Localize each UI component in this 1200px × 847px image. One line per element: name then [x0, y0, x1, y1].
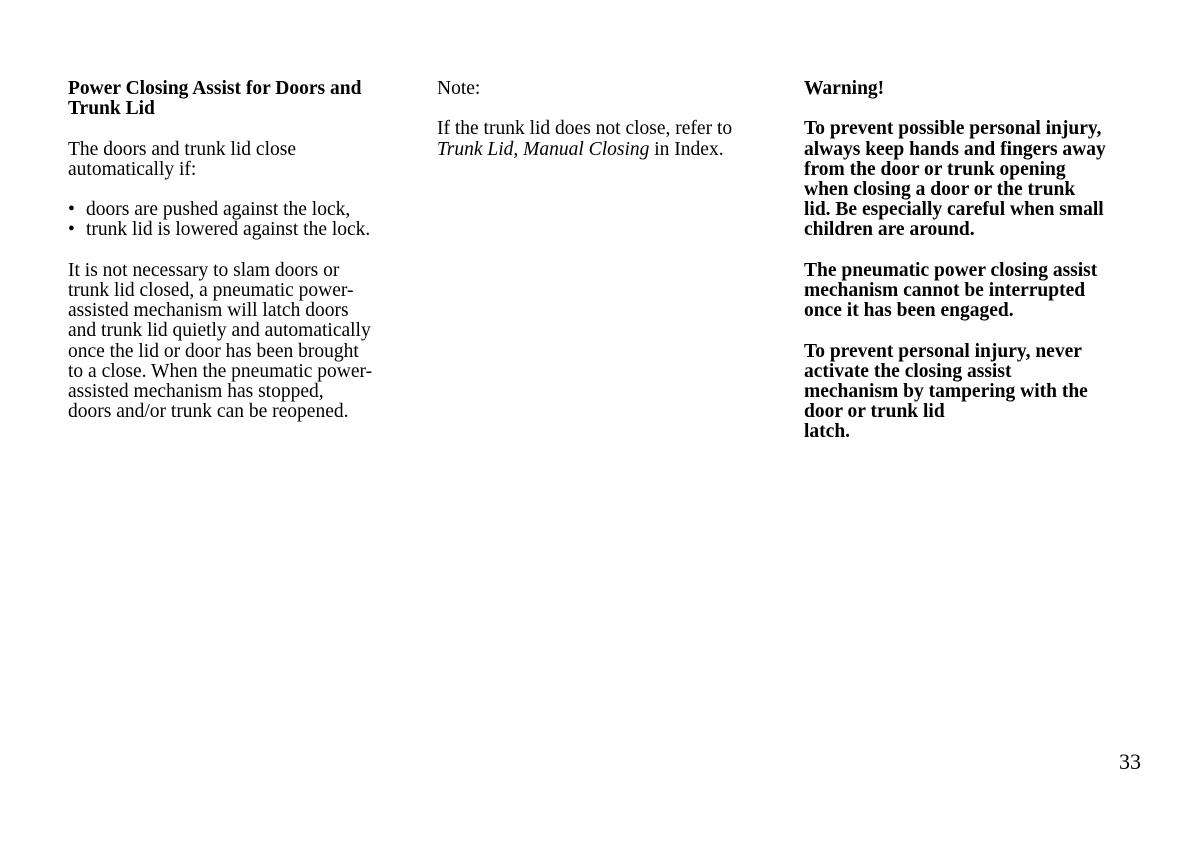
heading-line: Trunk Lid	[68, 98, 155, 120]
intro-line: The doors and trunk lid close	[68, 138, 296, 160]
intro-line: automatically if:	[68, 158, 197, 180]
warning-line: To prevent possible personal injury,	[804, 118, 1102, 140]
warning-paragraph-2	[804, 261, 1144, 322]
section-heading	[68, 79, 408, 119]
note-suffix: in Index.	[649, 138, 724, 160]
bullet-text: trunk lid is lowered against the lock.	[86, 219, 371, 241]
body-line: doors and/or trunk can be reopened.	[68, 401, 349, 423]
body-line: trunk lid closed, a pneumatic power-	[68, 279, 354, 301]
warning-line: always keep hands and fingers away	[804, 138, 1106, 160]
left-column	[68, 79, 408, 422]
warning-paragraph-3	[804, 342, 1144, 443]
intro-paragraph	[68, 140, 408, 180]
body-line: assisted mechanism has stopped,	[68, 381, 324, 402]
warning-line: To prevent personal injury, never	[804, 340, 1082, 362]
warning-line: mechanism cannot be interrupted	[804, 280, 1086, 301]
warning-line: from the door or trunk opening	[804, 158, 1066, 180]
note-line	[437, 140, 782, 160]
warning-line: activate the closing assist	[804, 360, 1012, 382]
body-line: assisted mechanism will latch doors	[68, 300, 349, 322]
note-line: If the trunk lid does not close, refer to	[437, 118, 733, 140]
warning-label: Warning!	[804, 78, 885, 99]
warning-paragraph-1	[804, 119, 1144, 240]
warning-line: door or trunk lid	[804, 401, 945, 423]
bullet-text: doors are pushed against the lock,	[86, 199, 351, 221]
warning-line: children are around.	[804, 219, 975, 241]
page-number: 33	[1119, 749, 1141, 774]
body-paragraph	[68, 261, 408, 423]
warning-line: lid. Be especially careful when small	[804, 199, 1104, 221]
note-reference: Trunk Lid, Manual Closing	[437, 138, 650, 160]
bullet-list	[68, 200, 408, 240]
bullet-icon: •	[68, 199, 75, 221]
list-item	[68, 200, 408, 220]
body-line: and trunk lid quietly and automatically	[68, 320, 371, 342]
body-line: once the lid or door has been brought	[68, 340, 359, 362]
note-label: Note:	[437, 78, 481, 99]
list-item	[68, 220, 408, 240]
warning-line: when closing a door or the trunk	[804, 179, 1076, 200]
body-line: It is not necessary to slam doors or	[68, 259, 340, 281]
right-column	[804, 79, 1144, 443]
note-paragraph	[437, 119, 782, 159]
warning-line: once it has been engaged.	[804, 300, 1014, 322]
warning-line: The pneumatic power closing assist	[804, 259, 1098, 281]
body-line: to a close. When the pneumatic power-	[68, 360, 373, 382]
warning-line: mechanism by tampering with the	[804, 381, 1088, 402]
warning-line: latch.	[804, 421, 851, 443]
middle-column	[437, 79, 782, 160]
heading-line: Power Closing Assist for Doors and	[68, 78, 362, 99]
bullet-icon: •	[68, 219, 75, 241]
